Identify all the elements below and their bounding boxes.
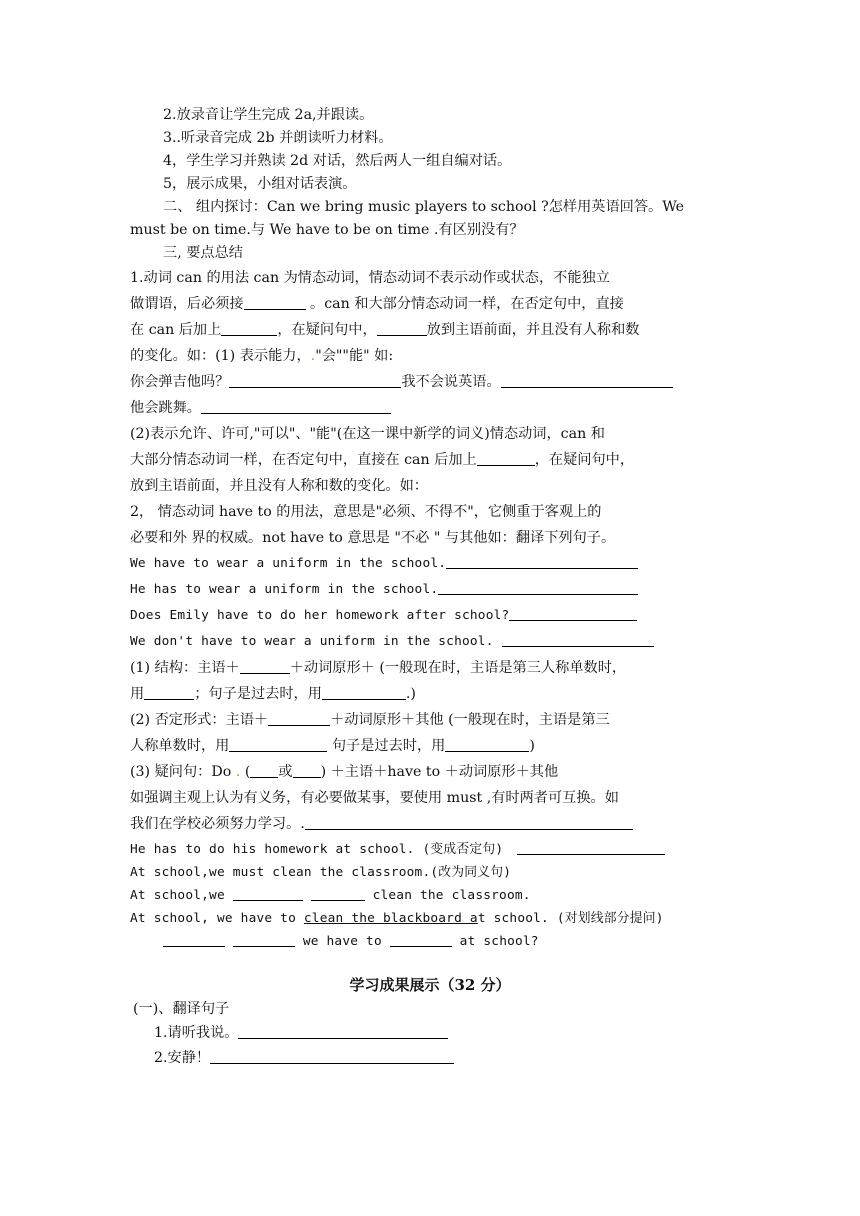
question-line: (3) 疑问句：Do . ( 或 ) ＋主语＋have to ＋动词原形＋其他: [130, 764, 559, 780]
blank[interactable]: [322, 685, 406, 700]
blank[interactable]: [233, 932, 295, 947]
answer-blank[interactable]: [517, 840, 665, 855]
translate-q2: 2.安静！: [154, 1048, 759, 1068]
step-4: 4，学生学习并熟读 2d 对话，然后两人一组自编对话。: [163, 153, 512, 169]
blank[interactable]: [250, 763, 278, 778]
blank[interactable]: [244, 295, 306, 310]
exercise-1: He has to do his homework at school. (变成否定句): [130, 840, 735, 860]
can-usage-line: 1.动词 can 的用法 can 为情态动词，情态动词不表示动作或状态，不能独立: [130, 270, 610, 286]
must-line-1: 如强调主观上认为有义务，有必要做某事，要使用 must ,有时两者可互换。如: [130, 790, 619, 806]
negative-line-2: 人称单数时，用 句子是过去时，用 ): [130, 738, 535, 754]
sentence-3: Does Emily have to do her homework after school?: [130, 606, 735, 626]
blank[interactable]: [233, 886, 303, 901]
sentence-4: We don't have to wear a uniform in the school.: [130, 632, 735, 652]
structure-line-2: 用 ；句子是过去时，用 .): [130, 686, 416, 702]
blank[interactable]: [163, 932, 225, 947]
answer-blank[interactable]: [446, 554, 638, 569]
discussion-line-1: 二、 组内探讨：Can we bring music players to school ?怎样用英语回答。We: [163, 199, 685, 215]
permission-line-2: 大部分情态动词一样，在否定句中，直接在 can 后加上 ，在疑问句中，: [130, 452, 635, 468]
answer-blank[interactable]: [438, 580, 638, 595]
step-5: 5，展示成果，小组对话表演。: [163, 176, 357, 192]
can-examples-2: 他会跳舞。: [130, 398, 735, 418]
blank[interactable]: [221, 321, 277, 336]
blank[interactable]: [390, 932, 452, 947]
exercise-2-answer: At school,we clean the classroom.: [130, 888, 531, 903]
translate-q1: 1.请听我说。: [154, 1023, 759, 1043]
can-examples-1: 你会弹吉他吗？ 我不会说英语。: [130, 372, 735, 392]
exercise-2: At school,we must clean the classroom.(改为同义句): [130, 865, 512, 880]
answer-blank[interactable]: [201, 399, 391, 414]
blank[interactable]: [240, 659, 290, 674]
step-2: 2.放录音让学生完成 2a,并跟读。: [163, 107, 374, 123]
step-3: 3..听录音完成 2b 并朗读听力材料。: [163, 130, 393, 146]
answer-blank[interactable]: [509, 606, 637, 621]
section-1-heading: (一)、翻译句子: [133, 1001, 230, 1017]
sentence-2: He has to wear a uniform in the school.: [130, 580, 735, 600]
blank[interactable]: [268, 711, 330, 726]
can-line-2: 做谓语，后必须接 。can 和大部分情态动词一样，在否定句中，直接: [130, 296, 624, 312]
answer-blank[interactable]: [210, 1049, 454, 1064]
blank[interactable]: [144, 685, 194, 700]
blank[interactable]: [229, 737, 327, 752]
section-title: 学习成果展示（32 分）: [349, 976, 511, 994]
exercise-3: At school, we have to clean the blackboard at school. (对划线部分提问): [130, 911, 664, 926]
structure-line-1: (1) 结构：主语＋ ＋动词原形＋ (一般现在时，主语是第三人称单数时，: [130, 660, 627, 676]
blank[interactable]: [311, 886, 365, 901]
have-to-line-1: 2， 情态动词 have to 的用法，意思是"必须、不得不"，它侧重于客观上的: [130, 504, 602, 520]
answer-blank[interactable]: [229, 373, 401, 388]
answer-blank[interactable]: [501, 373, 673, 388]
have-to-line-2: 必要和外 界的权威。not have to 意思是 "不必 " 与其他如：翻译下列句子。: [130, 530, 616, 546]
answer-blank[interactable]: [305, 815, 633, 830]
discussion-line-2: must be on time.与 We have to be on time .有区别没有？: [130, 222, 524, 238]
permission-line-1: (2)表示允许、许可,"可以"、"能"(在这一课中新学的词义)情态动词，can 和: [130, 426, 605, 442]
blank[interactable]: [377, 321, 427, 336]
blank[interactable]: [477, 451, 535, 466]
answer-blank[interactable]: [238, 1024, 448, 1039]
negative-line-1: (2) 否定形式：主语＋ ＋动词原形＋其他 (一般现在时，主语是第三: [130, 712, 610, 728]
sentence-1: We have to wear a uniform in the school.: [130, 554, 735, 574]
answer-blank[interactable]: [502, 632, 654, 647]
permission-line-3: 放到主语前面，并且没有人称和数的变化。如：: [130, 478, 428, 494]
blank[interactable]: [293, 763, 321, 778]
can-line-4: 的变化。如：(1) 表示能力，."会""能" 如:: [130, 348, 394, 364]
must-line-2: 我们在学校必须努力学习。.: [130, 814, 735, 834]
exercise-3-answer: we have to at school?: [163, 932, 768, 952]
summary-heading: 三, 要点总结: [163, 245, 243, 261]
blank[interactable]: [445, 737, 529, 752]
can-line-3: 在 can 后加上 ，在疑问句中， 放到主语前面，并且没有人称和数: [130, 322, 640, 338]
